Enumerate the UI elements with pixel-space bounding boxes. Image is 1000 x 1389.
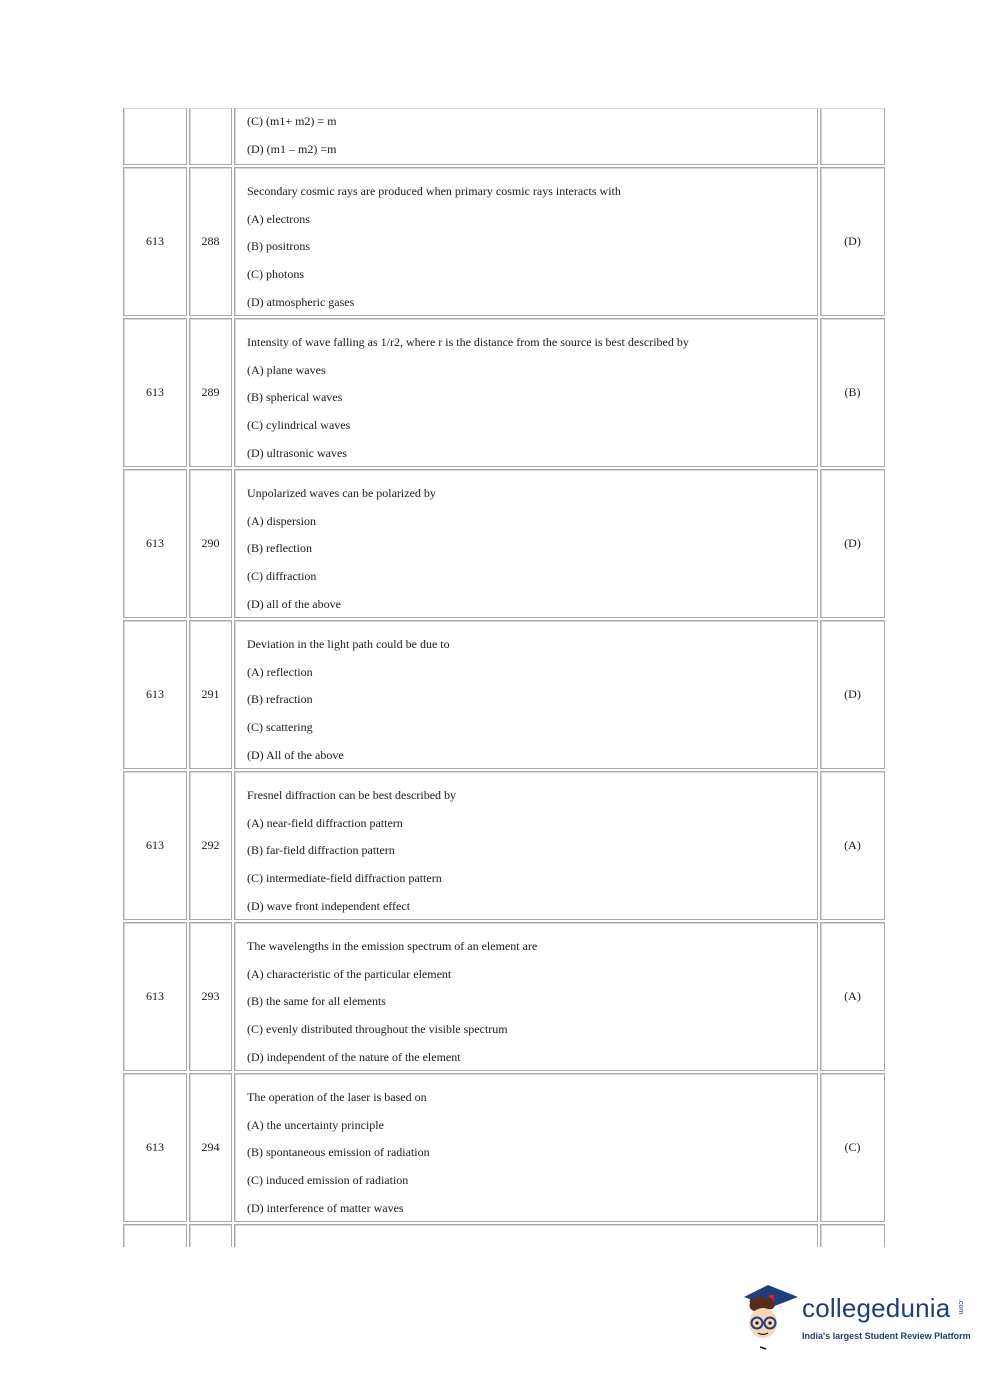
option-d: (D) atmospheric gases (247, 294, 355, 309)
option-c: (C) scattering (247, 720, 313, 735)
option-c: (C) photons (247, 267, 304, 282)
answer-cell: (D) (820, 620, 885, 769)
table-row (122, 1223, 886, 1245)
option-d: (D) ultrasonic waves (247, 445, 347, 460)
logo-suffix: .com (957, 1299, 964, 1315)
table-row (122, 921, 886, 1072)
subject-code-cell: 613 (123, 771, 187, 920)
question-table (122, 110, 886, 1245)
question-cell (234, 771, 818, 920)
question-number-cell: 290 (189, 469, 232, 618)
answer-cell (820, 1224, 885, 1247)
option-c: (C) (m1+ m2) = m (247, 114, 337, 128)
question-number-cell: 291 (189, 620, 232, 769)
option-c: (C) evenly distributed throughout the visible spectrum (247, 1022, 508, 1037)
question-number-cell: 292 (189, 771, 232, 920)
answer-cell: (B) (820, 318, 885, 467)
question-cell (234, 469, 818, 618)
table-row (122, 166, 886, 317)
option-a: (A) near-field diffraction pattern (247, 815, 403, 830)
question-number-cell: 294 (189, 1073, 232, 1222)
table-row (122, 619, 886, 770)
question-text: The operation of the laser is based on (247, 1090, 427, 1104)
answer-cell: (C) (820, 1073, 885, 1222)
logo-tagline: India's largest Student Review Platform (802, 1331, 971, 1341)
question-cell (234, 167, 818, 316)
answer-cell: (D) (820, 469, 885, 618)
option-d: (D) (m1 – m2) =m (247, 141, 337, 156)
option-b: (B) far-field diffraction pattern (247, 843, 395, 858)
option-b: (B) the same for all elements (247, 994, 386, 1009)
option-b: (B) reflection (247, 541, 312, 556)
option-c: (C) intermediate-field diffraction pattern (247, 871, 442, 886)
question-text: Deviation in the light path could be due to (247, 637, 450, 651)
logo-wordmark: collegedunia (802, 1293, 951, 1323)
question-cell (234, 620, 818, 769)
question-number-cell: 288 (189, 167, 232, 316)
option-d: (D) All of the above (247, 747, 344, 762)
option-b: (B) spontaneous emission of radiation (247, 1145, 430, 1160)
subject-code-cell: 613 (123, 1073, 187, 1222)
answer-cell: (D) (820, 167, 885, 316)
answer-cell: (A) (820, 771, 885, 920)
question-text: Unpolarized waves can be polarized by (247, 486, 436, 500)
collegedunia-logo (742, 1283, 972, 1353)
question-cell (234, 1224, 818, 1247)
option-c: (C) cylindrical waves (247, 418, 351, 433)
option-a: (A) characteristic of the particular element (247, 966, 452, 981)
option-a: (A) dispersion (247, 513, 316, 528)
subject-code-cell: 613 (123, 167, 187, 316)
subject-code-cell: 613 (123, 620, 187, 769)
question-cell (234, 108, 818, 165)
question-text: Intensity of wave falling as 1/r2, where r is the distance from the source is best described by (247, 335, 689, 349)
question-text: Fresnel diffraction can be best described by (247, 788, 457, 802)
question-cell (234, 318, 818, 467)
option-b: (B) spherical waves (247, 390, 343, 405)
subject-code-cell (123, 1224, 187, 1247)
option-d: (D) all of the above (247, 596, 341, 611)
question-text: Secondary cosmic rays are produced when primary cosmic rays interacts with (247, 184, 621, 198)
option-b: (B) refraction (247, 692, 313, 707)
table-row (122, 770, 886, 921)
question-cell (234, 922, 818, 1071)
table-row (122, 468, 886, 619)
student-mascot-icon (742, 1283, 802, 1353)
question-cell (234, 1073, 818, 1222)
option-a: (A) the uncertainty principle (247, 1117, 384, 1132)
question-text: The wavelengths in the emission spectrum of an element are (247, 939, 538, 953)
option-b: (B) positrons (247, 239, 310, 254)
table-row (122, 110, 886, 166)
subject-code-cell: 613 (123, 922, 187, 1071)
option-a: (A) plane waves (247, 362, 326, 377)
subject-code-cell: 613 (123, 469, 187, 618)
question-number-cell: 289 (189, 318, 232, 467)
subject-code-cell (123, 108, 187, 165)
option-c: (C) diffraction (247, 569, 317, 584)
answer-cell: (A) (820, 922, 885, 1071)
subject-code-cell: 613 (123, 318, 187, 467)
option-a: (A) electrons (247, 211, 310, 226)
question-number-cell (189, 108, 232, 165)
table-row (122, 1072, 886, 1223)
option-a: (A) reflection (247, 664, 313, 679)
table-row (122, 317, 886, 468)
option-c: (C) induced emission of radiation (247, 1173, 409, 1188)
question-number-cell (189, 1224, 232, 1247)
answer-cell (820, 108, 885, 165)
option-d: (D) interference of matter waves (247, 1200, 404, 1215)
question-number-cell: 293 (189, 922, 232, 1071)
option-d: (D) independent of the nature of the element (247, 1049, 461, 1064)
option-d: (D) wave front independent effect (247, 898, 411, 913)
